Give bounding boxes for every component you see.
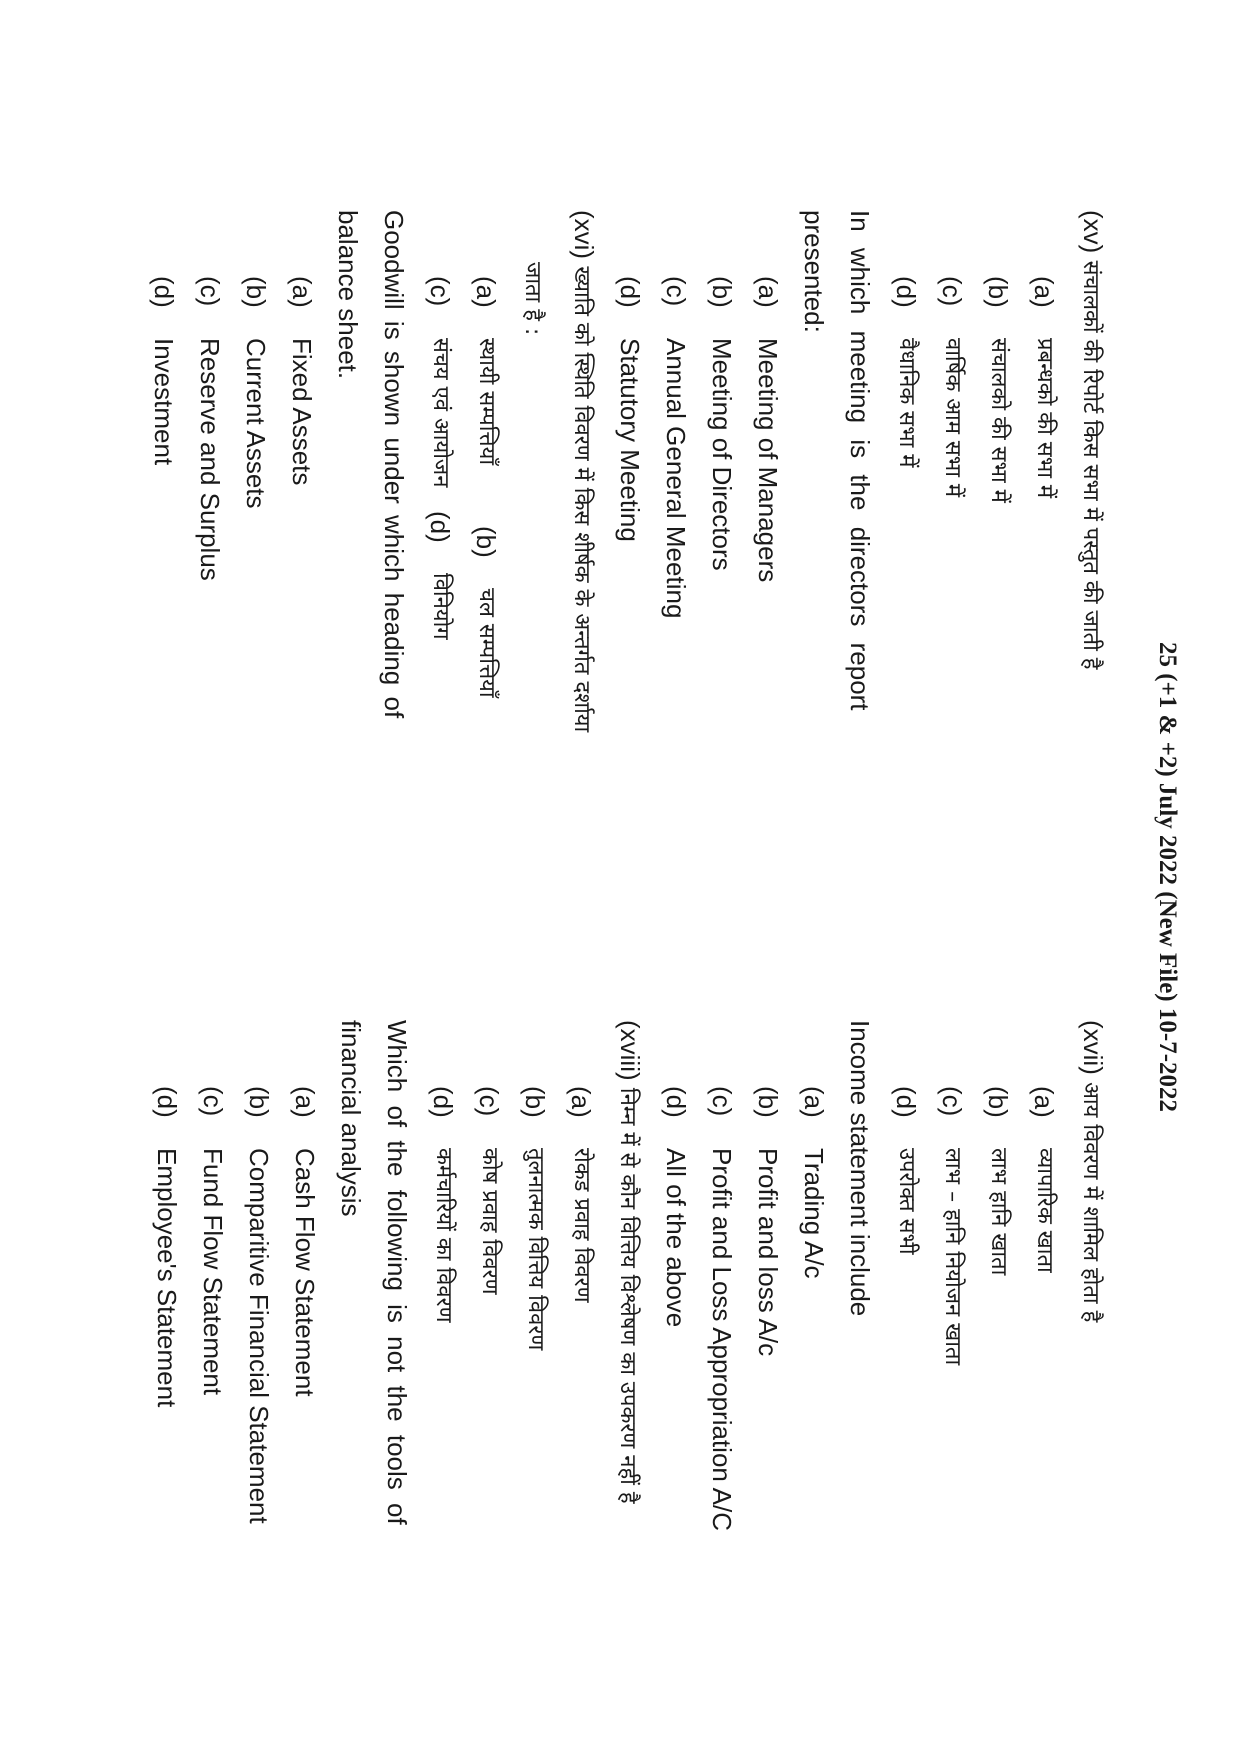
option: (a) Trading A/c [799,1086,829,1279]
option: (a) Fixed Assets [287,276,317,486]
right-column [144,1020,1116,1720]
question-16-english-options [141,210,325,910]
option: (c) संचय एवं आयोजन [425,276,455,488]
option: (b) Profit and loss A/c [753,1086,783,1357]
question-15-english-stem-line-1: In which meeting is the directors report [845,210,875,711]
question-18-english-stem-line-1: Which of the following is not the tools of [382,1020,412,1525]
option: (d) उपरोक्त सभी [891,1086,921,1255]
option: (a) प्रबन्धको की सभा में [1029,276,1059,499]
option: (b) तुलनात्मक वित्तिय विवरण [520,1086,550,1351]
question-number: (xvi) [569,210,599,260]
page-header: 25 (+1 & +2) July 2022 (New File) 10-7-2022 [1154,641,1181,1113]
option: (c) Profit and Loss Appropriation A/C [707,1086,737,1532]
option: (d) All of the above [661,1086,691,1328]
option: (d) Statutory Meeting [615,276,645,542]
question-17-hindi-options [883,1020,1067,1720]
question-16-english-stem-line-2: balance sheet. [333,210,363,380]
question-17-hindi-stem [1067,1020,1116,1720]
option: (c) लाभ – हानि नियोजन खाता [937,1086,967,1366]
option: (b) Meeting of Directors [707,276,737,571]
question-17-english-options [653,1020,837,1720]
question-text: आय विवरण में शामिल होता है [1078,1082,1103,1323]
question-18-hindi-options [420,1020,604,1720]
question-16-hindi-stem-line-2: जाता है : [520,262,545,336]
option: (c) Annual General Meeting [661,276,691,619]
option: (a) व्यापारिक खाता [1029,1086,1059,1273]
question-15-hindi-options [883,210,1067,910]
option: (b) लाभ हानि खाता [983,1086,1013,1276]
question-15-english-options [607,210,791,910]
question-18-english-options [144,1020,328,1720]
option: (d) Investment [149,276,179,466]
question-16-hindi-stem [558,210,607,910]
left-column [141,210,1116,910]
question-number: (xvii) [1078,1020,1108,1075]
question-18-hindi-stem [604,1020,653,1720]
option: (b) चल सम्पत्तियाँ [471,526,501,698]
option-row [417,276,463,910]
question-number: (xviii) [615,1020,645,1081]
question-18-english-stem-line-2: financial analysis [336,1020,366,1217]
question-text: ख्याति को स्थिति विवरण में किस शीर्षक के अन्तर्गत दर्शाया [569,266,594,733]
question-16-english-stem-line-1: Goodwill is shown under which heading of [379,210,409,719]
question-number: (xv) [1078,210,1108,254]
option: (a) स्थायी सम्पत्तियाँ [471,276,501,466]
question-15-hindi-stem [1067,210,1116,910]
option: (b) संचालको की सभा में [983,276,1013,503]
question-15-english-stem-line-2: presented: [799,210,829,333]
option-row [463,276,509,910]
option: (b) Current Assets [241,276,271,509]
option: (d) विनियोग [425,511,455,640]
option: (c) Fund Flow Statement [198,1086,228,1396]
question-17-english-stem: Income statement include [845,1020,875,1317]
option: (c) कोष प्रवाह विवरण [474,1086,504,1295]
option: (a) Meeting of Managers [753,276,783,583]
option: (d) Employee's Statement [152,1086,182,1408]
option: (a) Cash Flow Statement [290,1086,320,1397]
question-16-hindi-options [417,210,509,910]
option: (c) Reserve and Surplus [195,276,225,581]
question-text: निम्न में से कौन वित्तिय विश्लेषण का उपकरण नहीं है [615,1087,640,1504]
option: (d) वैधानिक सभा में [891,276,921,468]
option: (b) Comparitive Financial Statement [244,1086,274,1524]
option: (d) कर्मचारियों का विवरण [428,1086,458,1323]
option: (a) रोकड प्रवाह विवरण [566,1086,596,1303]
question-text: संचालकों की रिपोर्ट किस सभा में पस्तुत की जाती है [1078,260,1103,670]
option: (c) वार्षिक आम सभा में [937,276,967,498]
